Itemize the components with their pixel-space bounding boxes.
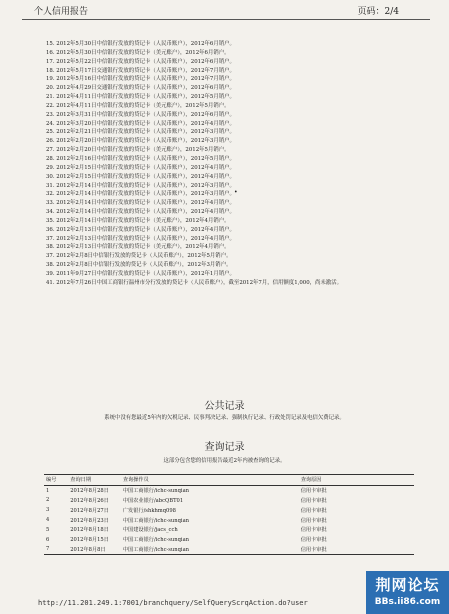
- table-row: [44, 496, 414, 506]
- query-operator: 中国工商银行/ichc-sunqian: [122, 537, 190, 544]
- query-reason: 信用卡审批: [300, 527, 327, 534]
- watermark-site: BBs.ii86.com: [374, 597, 441, 607]
- table-row: [44, 525, 414, 535]
- col-header-reason: 查询原因: [300, 477, 322, 484]
- account-item: 16. 2012年5月30日中信银行发放的贷记卡（美元账户），2012年6月销户。: [46, 49, 230, 56]
- query-number: 7: [46, 546, 50, 553]
- table-header-row: [44, 475, 414, 486]
- account-item: 29. 2012年2月15日中信银行发放的贷记卡（人民币账户），2012年4月销户。: [46, 164, 235, 171]
- account-item: 31. 2012年2月14日中信银行发放的贷记卡（人民币账户），2012年3月销户。: [46, 182, 235, 189]
- query-reason: 信用卡审批: [300, 497, 327, 504]
- report-header: [20, 4, 429, 18]
- query-number: 6: [46, 536, 50, 543]
- query-records-title: 查询记录: [204, 442, 245, 453]
- table-row: [44, 515, 414, 525]
- account-item: 33. 2012年2月14日中信银行发放的贷记卡（人民币账户），2012年4月销户。: [46, 200, 235, 207]
- page-number: 页码：2/4: [357, 7, 399, 17]
- watermark-title: 荆网论坛: [375, 576, 440, 594]
- query-reason: 信用卡审批: [300, 546, 327, 553]
- account-item: 41. 2012年7月26日中国工商银行温州市分行发放的贷记卡（人民币账户），截至2012年7月，信用额度1,000，尚未激活。: [46, 279, 342, 286]
- public-records-title: 公共记录: [204, 401, 245, 412]
- account-item: 38. 2012年2月8日中信银行发放的贷记卡（人民币账户），2012年3月销户。: [46, 262, 232, 269]
- account-item: 38. 2012年2月13日中信银行发放的贷记卡（美元账户），2012年4月销户。: [46, 244, 230, 251]
- account-item: 17. 2012年5月22日中信银行发放的贷记卡（人民币账户），2012年6月销户。: [46, 58, 235, 65]
- public-records-note: 系统中没有您最近5年内的欠税记录、民事判决记录、强制执行记录、行政处罚记录及电信欠费记录。: [104, 415, 345, 421]
- query-operator: 广发银行/shkhmq098: [122, 507, 176, 514]
- account-item: 39. 2011年9月27日中信银行发放的贷记卡（人民币账户），2012年1月销户。: [46, 270, 235, 277]
- watermark-logo: [366, 571, 449, 614]
- table-row: [44, 545, 414, 555]
- query-number: 5: [46, 526, 50, 533]
- query-operator: 中国农业银行/abcQBT01: [122, 497, 184, 504]
- account-item: 32. 2012年2月14日中信银行发放的贷记卡（人民币账户），2012年3月销户。: [46, 191, 235, 198]
- col-header-date: 查询日期: [70, 477, 92, 484]
- account-item: 37. 2012年2月8日中信银行发放的贷记卡（人民币账户），2012年5月销户。: [46, 253, 232, 260]
- account-item: 36. 2012年2月13日中信银行发放的贷记卡（人民币账户），2012年4月销户。: [46, 226, 235, 233]
- account-item: 22. 2012年4月11日中信银行发放的贷记卡（美元账户），2012年5月销户。: [46, 102, 230, 109]
- query-operator: 中国建设银行/jacs_cch: [122, 527, 178, 534]
- account-item: 25. 2012年2月21日中信银行发放的贷记卡（人民币账户），2012年3月销户。: [46, 129, 235, 136]
- query-number: 2: [46, 497, 50, 504]
- query-reason: 信用卡审批: [300, 537, 327, 544]
- query-number: 1: [46, 487, 50, 494]
- query-operator: 中国工商银行/ichc-sunqian: [122, 517, 190, 524]
- query-records-note: 这部分包含您的信用报告最近2年内被查询的记录。: [163, 458, 286, 464]
- query-operator: 中国工商银行/ichc-sunqian: [122, 488, 190, 495]
- query-date: 2012年8月27日: [70, 507, 109, 514]
- account-item: 27. 2012年2月20日中信银行发放的贷记卡（美元账户），2012年5月销户。: [46, 147, 230, 154]
- query-date: 2012年8月18日: [70, 527, 109, 534]
- query-date: 2012年8月15日: [70, 537, 109, 544]
- query-date: 2012年8月8日: [70, 546, 106, 553]
- account-item: 30. 2012年2月15日中信银行发放的贷记卡（人民币账户），2012年4月销户。: [46, 173, 235, 180]
- account-item: 24. 2012年3月20日中信银行发放的贷记卡（人民币账户），2012年4月销户。: [46, 120, 235, 127]
- query-number: 3: [46, 507, 50, 514]
- account-item: 20. 2012年4月29日交通银行发放的贷记卡（人民币账户），2012年6月销户。: [46, 85, 235, 92]
- credit-card-account-list: [46, 40, 406, 288]
- query-reason: 信用卡审批: [300, 488, 327, 495]
- col-header-operator: 查询操作员: [122, 477, 149, 484]
- page-url: http://11.201.249.1:7001/branchquery/SelfQueryScrqAction.do?user: [38, 599, 308, 607]
- account-item: 18. 2012年5月17日交通银行发放的贷记卡（人民币账户），2012年7月销户。: [46, 67, 235, 74]
- stray-dot: •: [234, 189, 238, 196]
- header-divider: [22, 19, 430, 20]
- account-item: 21. 2012年4月11日中信银行发放的贷记卡（人民币账户），2012年5月销户。: [46, 94, 235, 101]
- report-title: 个人信用报告: [34, 7, 89, 17]
- account-item: 34. 2012年2月14日中信银行发放的贷记卡（人民币账户），2012年4月销户。: [46, 209, 235, 216]
- query-operator: 中国工商银行/ichc-sunqian: [122, 546, 190, 553]
- query-reason: 信用卡审批: [300, 517, 327, 524]
- query-date: 2012年8月23日: [70, 517, 109, 524]
- account-item: 19. 2012年5月16日中信银行发放的贷记卡（人民币账户），2012年7月销户。: [46, 76, 235, 83]
- query-date: 2012年8月26日: [70, 497, 109, 504]
- query-records-table: [44, 474, 414, 555]
- account-item: 15. 2012年5月30日中信银行发放的贷记卡（人民币账户），2012年6月销户。: [46, 41, 235, 47]
- query-reason: 信用卡审批: [300, 507, 327, 514]
- query-date: 2012年8月28日: [70, 488, 109, 495]
- account-item: 37. 2012年2月13日中信银行发放的贷记卡（人民币账户），2012年4月销户。: [46, 235, 235, 242]
- account-item: 28. 2012年2月16日中信银行发放的贷记卡（人民币账户），2012年5月销户。: [46, 155, 235, 162]
- account-item: 23. 2012年3月31日中信银行发放的贷记卡（人民币账户），2012年6月销户。: [46, 111, 235, 118]
- query-number: 4: [46, 517, 50, 524]
- table-row: [44, 505, 414, 515]
- col-header-number: 编号: [46, 477, 57, 484]
- account-item: 26. 2012年2月20日中信银行发放的贷记卡（人民币账户），2012年3月销户。: [46, 138, 235, 145]
- table-row: [44, 485, 414, 495]
- account-item: 35. 2012年2月14日中信银行发放的贷记卡（美元账户），2012年4月销户。: [46, 217, 230, 224]
- table-row: [44, 535, 414, 545]
